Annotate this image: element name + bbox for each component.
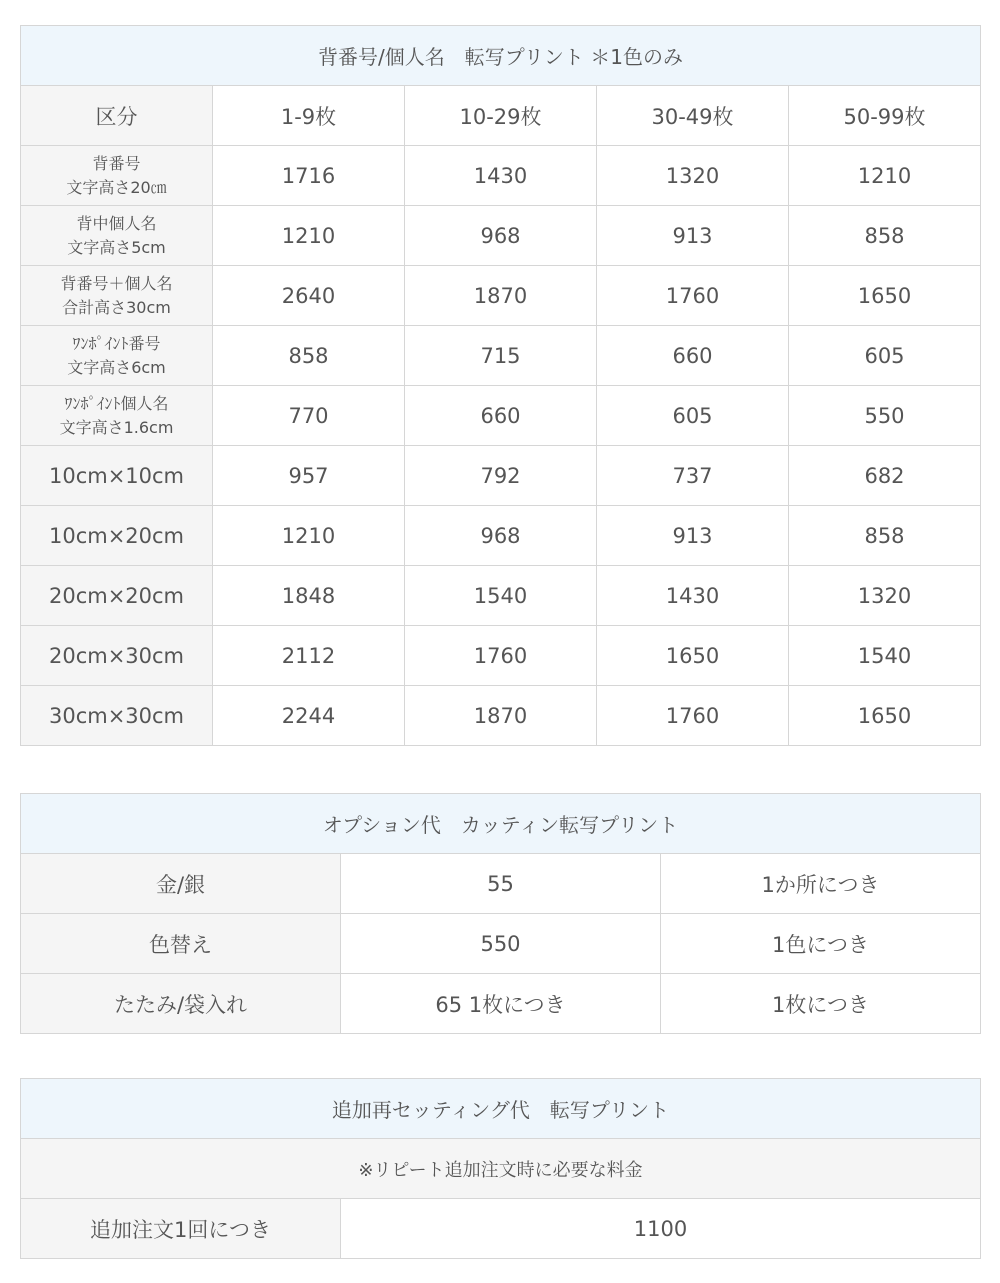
row-label: たたみ/袋入れ bbox=[21, 974, 341, 1034]
table-row bbox=[21, 146, 981, 206]
unit-cell: 1か所につき bbox=[661, 854, 981, 914]
row-label: 20cm×20cm bbox=[21, 566, 213, 626]
price-cell: 1320 bbox=[789, 566, 981, 626]
price-cell: 913 bbox=[597, 506, 789, 566]
row-label: ﾜﾝﾎﾟｲﾝﾄ番号 文字高さ6cm bbox=[21, 326, 213, 386]
table-row bbox=[21, 566, 981, 626]
table-row bbox=[21, 686, 981, 746]
price-cell: 913 bbox=[597, 206, 789, 266]
price-cell: 1430 bbox=[597, 566, 789, 626]
price-cell: 1210 bbox=[789, 146, 981, 206]
option-price-table bbox=[20, 793, 981, 1034]
row-label: 10cm×20cm bbox=[21, 506, 213, 566]
row-label: ﾜﾝﾎﾟｲﾝﾄ個人名 文字高さ1.6cm bbox=[21, 386, 213, 446]
price-cell: 1320 bbox=[597, 146, 789, 206]
price-cell: 1870 bbox=[405, 266, 597, 326]
price-cell: 1716 bbox=[213, 146, 405, 206]
table-row bbox=[21, 386, 981, 446]
table-row bbox=[21, 974, 981, 1034]
price-cell: 605 bbox=[789, 326, 981, 386]
price-cell: 1430 bbox=[405, 146, 597, 206]
table-row bbox=[21, 206, 981, 266]
header-category: 区分 bbox=[21, 86, 213, 146]
table-row bbox=[21, 506, 981, 566]
price-cell: 1760 bbox=[405, 626, 597, 686]
price-cell: 1100 bbox=[341, 1199, 981, 1259]
header-qty-50-99: 50-99枚 bbox=[789, 86, 981, 146]
unit-cell: 1枚につき bbox=[661, 974, 981, 1034]
table-caption: 追加再セッティング代 転写プリント bbox=[21, 1079, 981, 1139]
row-label: 金/銀 bbox=[21, 854, 341, 914]
price-cell: 1650 bbox=[789, 686, 981, 746]
table-row bbox=[21, 446, 981, 506]
row-label: 10cm×10cm bbox=[21, 446, 213, 506]
table-note: ※リピート追加注文時に必要な料金 bbox=[21, 1139, 981, 1199]
price-cell: 1848 bbox=[213, 566, 405, 626]
price-cell: 737 bbox=[597, 446, 789, 506]
header-qty-30-49: 30-49枚 bbox=[597, 86, 789, 146]
price-cell: 1650 bbox=[597, 626, 789, 686]
price-cell: 1210 bbox=[213, 506, 405, 566]
price-cell: 957 bbox=[213, 446, 405, 506]
row-label: 色替え bbox=[21, 914, 341, 974]
price-cell: 550 bbox=[341, 914, 661, 974]
price-cell: 1760 bbox=[597, 266, 789, 326]
price-cell: 550 bbox=[789, 386, 981, 446]
price-cell: 1210 bbox=[213, 206, 405, 266]
row-label: 20cm×30cm bbox=[21, 626, 213, 686]
unit-cell: 1色につき bbox=[661, 914, 981, 974]
table-row bbox=[21, 326, 981, 386]
price-cell: 1650 bbox=[789, 266, 981, 326]
price-cell: 55 bbox=[341, 854, 661, 914]
price-cell: 792 bbox=[405, 446, 597, 506]
price-cell: 715 bbox=[405, 326, 597, 386]
row-label: 背中個人名 文字高さ5cm bbox=[21, 206, 213, 266]
table-row bbox=[21, 626, 981, 686]
table-caption: オプション代 カッティン転写プリント bbox=[21, 794, 981, 854]
price-cell: 858 bbox=[213, 326, 405, 386]
price-cell: 968 bbox=[405, 206, 597, 266]
price-cell: 2112 bbox=[213, 626, 405, 686]
price-cell: 660 bbox=[405, 386, 597, 446]
price-cell: 1760 bbox=[597, 686, 789, 746]
row-label: 背番号＋個人名 合計高さ30cm bbox=[21, 266, 213, 326]
header-qty-1-9: 1-9枚 bbox=[213, 86, 405, 146]
transfer-print-price-table bbox=[20, 25, 981, 746]
price-cell: 770 bbox=[213, 386, 405, 446]
price-cell: 968 bbox=[405, 506, 597, 566]
price-cell: 2640 bbox=[213, 266, 405, 326]
price-cell: 858 bbox=[789, 206, 981, 266]
price-cell: 858 bbox=[789, 506, 981, 566]
table-caption: 背番号/個人名 転写プリント ＊1色のみ bbox=[21, 26, 981, 86]
row-label: 背番号 文字高さ20㎝ bbox=[21, 146, 213, 206]
price-cell: 2244 bbox=[213, 686, 405, 746]
price-cell: 682 bbox=[789, 446, 981, 506]
resetting-fee-table bbox=[20, 1078, 981, 1259]
table-row bbox=[21, 1199, 981, 1259]
price-cell: 605 bbox=[597, 386, 789, 446]
row-label: 30cm×30cm bbox=[21, 686, 213, 746]
header-qty-10-29: 10-29枚 bbox=[405, 86, 597, 146]
price-cell: 1540 bbox=[789, 626, 981, 686]
price-cell: 1540 bbox=[405, 566, 597, 626]
row-label: 追加注文1回につき bbox=[21, 1199, 341, 1259]
table-row bbox=[21, 914, 981, 974]
price-cell: 65 1枚につき bbox=[341, 974, 661, 1034]
price-cell: 660 bbox=[597, 326, 789, 386]
price-cell: 1870 bbox=[405, 686, 597, 746]
table-row bbox=[21, 266, 981, 326]
table-row bbox=[21, 854, 981, 914]
